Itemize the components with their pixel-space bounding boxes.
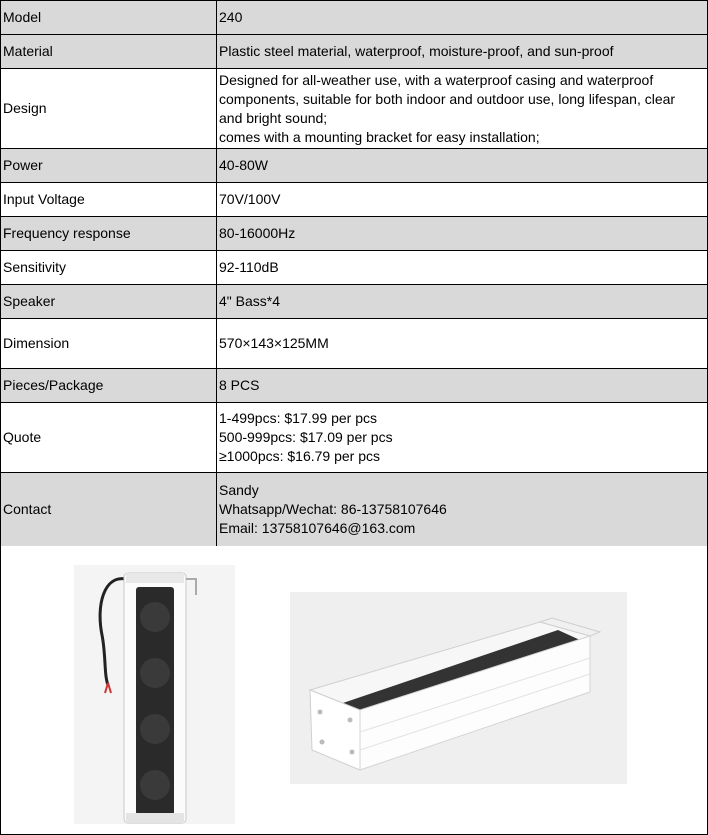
- spec-row: [1, 69, 708, 149]
- spec-label: Contact: [1, 473, 217, 547]
- spec-value: [217, 369, 708, 403]
- spec-value-line: comes with a mounting bracket for easy installation;: [219, 128, 540, 145]
- spec-value: [217, 35, 708, 69]
- spec-value: [217, 319, 708, 369]
- spec-label: Power: [1, 149, 217, 183]
- spec-value-line: Sandy: [219, 482, 259, 498]
- spec-value-line: 40-80W: [219, 157, 269, 173]
- spec-label: Input Voltage: [1, 183, 217, 217]
- spec-value: [217, 251, 708, 285]
- spec-value-line: Plastic steel material, waterproof, moisture-proof, and sun-proof: [219, 43, 614, 59]
- spec-value: [217, 149, 708, 183]
- spec-value: [217, 183, 708, 217]
- spec-label: Speaker: [1, 285, 217, 319]
- spec-row: [1, 183, 708, 217]
- spec-value-line: 240: [219, 9, 243, 25]
- spec-value-line: 500-999pcs: $17.09 per pcs: [219, 429, 393, 445]
- spec-value-line: Designed for all-weather use, with a waterproof casing and waterproof: [219, 71, 654, 88]
- spec-row: [1, 403, 708, 473]
- spec-value: [217, 473, 708, 547]
- spec-row: [1, 319, 708, 369]
- spec-value: [217, 69, 708, 149]
- spec-value-line: Whatsapp/Wechat: 86-13758107646: [219, 501, 447, 517]
- spec-value-line: 1-499pcs: $17.99 per pcs: [219, 410, 377, 426]
- spec-row: [1, 251, 708, 285]
- spec-label: Sensitivity: [1, 251, 217, 285]
- spec-row: [1, 285, 708, 319]
- spec-value-line: 92-110dB: [219, 259, 279, 275]
- spec-row: [1, 1, 708, 35]
- spec-value: [217, 403, 708, 473]
- spec-label: Model: [1, 1, 217, 35]
- spec-label: Pieces/Package: [1, 369, 217, 403]
- spec-value-line: 8 PCS: [219, 377, 260, 393]
- spec-value-line: components, suitable for both indoor and outdoor use, long lifespan, clear: [219, 90, 676, 107]
- spec-row: [1, 217, 708, 251]
- spec-label: Dimension: [1, 319, 217, 369]
- spec-value-line: 570×143×125MM: [219, 335, 329, 351]
- product-photos: [0, 546, 708, 835]
- spec-label: Material: [1, 35, 217, 69]
- spec-label: Design: [1, 69, 217, 149]
- spec-row: [1, 369, 708, 403]
- spec-row: [1, 473, 708, 547]
- spec-label: Quote: [1, 403, 217, 473]
- spec-value-line: Email: 13758107646@163.com: [219, 520, 416, 536]
- spec-row: [1, 149, 708, 183]
- spec-value-line: ≥1000pcs: $16.79 per pcs: [219, 448, 381, 464]
- spec-value-line: 70V/100V: [219, 191, 281, 207]
- spec-label: Frequency response: [1, 217, 217, 251]
- column-speaker-upright-photo: [74, 565, 235, 824]
- spec-value: [217, 285, 708, 319]
- spec-value-line: 4" Bass*4: [219, 293, 281, 309]
- spec-value-line: 80-16000Hz: [219, 225, 296, 241]
- spec-row: [1, 35, 708, 69]
- spec-value: [217, 217, 708, 251]
- spec-value: [217, 1, 708, 35]
- spec-value-line: and bright sound;: [219, 109, 328, 126]
- column-speaker-lying-photo: [290, 592, 627, 784]
